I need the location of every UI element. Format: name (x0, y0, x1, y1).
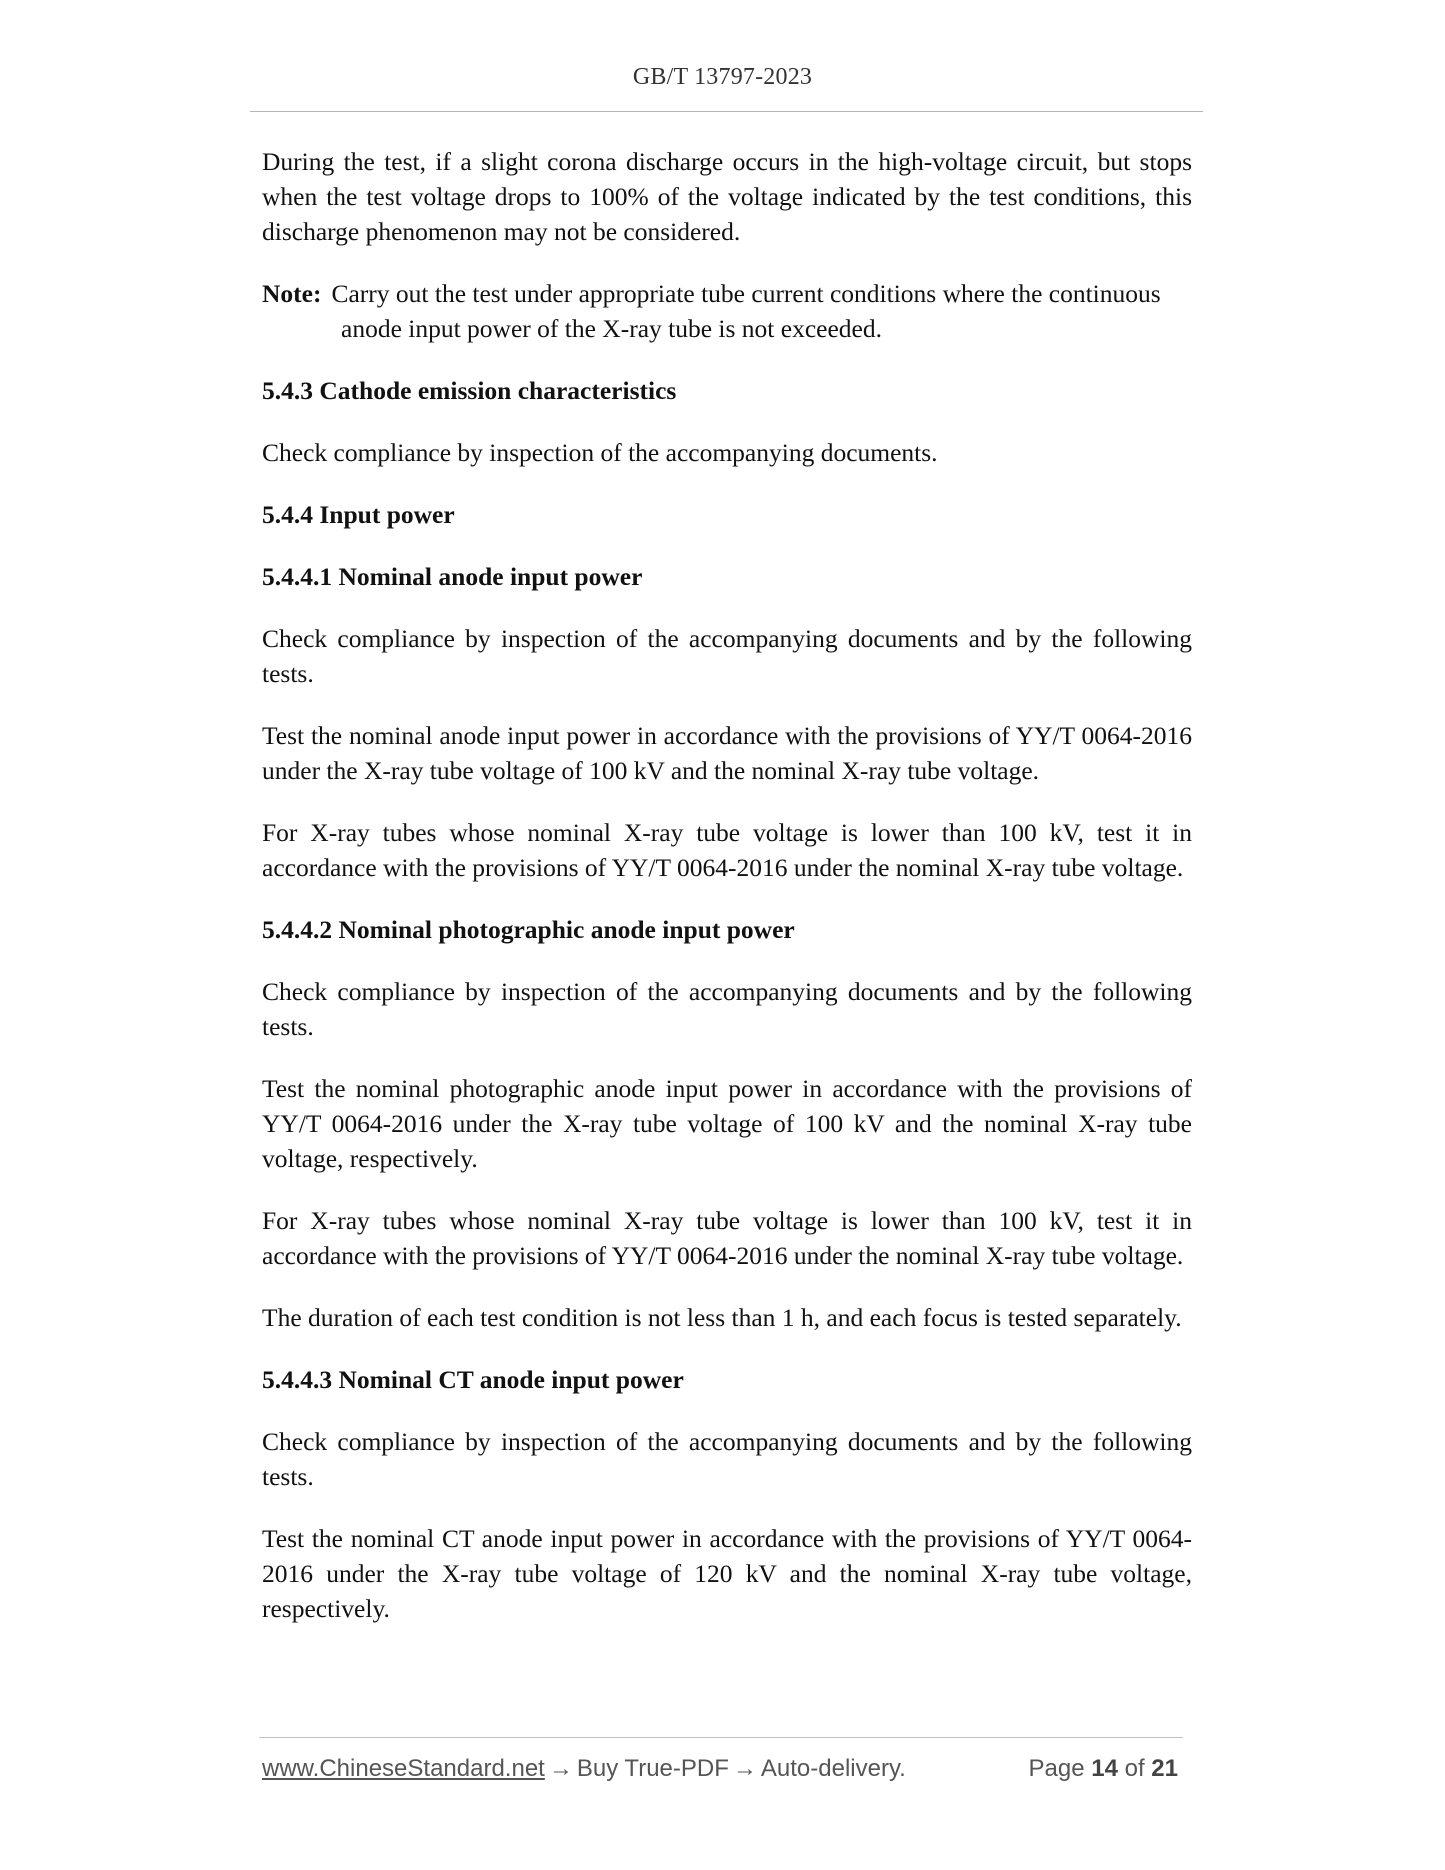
auto-delivery-text: Auto-delivery. (760, 1755, 906, 1782)
page-number (1029, 1755, 1179, 1783)
paragraph-5-4-4-1-b: Test the nominal anode input power in accordance with the provisions of YY/T 0064-2016 under the X-ray tube voltage of 100 kV and the nominal X-ray tube voltage. (262, 721, 1192, 785)
paragraph-5-4-4-2-c: For X-ray tubes whose nominal X-ray tube voltage is lower than 100 kV, test it in accordance with the provisions of YY/T 0064-2016 under the nominal X-ray tube voltage. (262, 1206, 1192, 1270)
note-block (262, 276, 1192, 346)
site-link[interactable]: www.ChineseStandard.net (262, 1755, 545, 1782)
paragraph-5-4-4-2-a: Check compliance by inspection of the accompanying documents and by the following tests. (262, 977, 1192, 1041)
header-divider (250, 111, 1203, 112)
page-of-label: of (1124, 1755, 1145, 1782)
arrow-right-icon: → (732, 1755, 757, 1782)
paragraph-5-4-4-2-b: Test the nominal photographic anode input power in accordance with the provisions of YY/T 0064-2016 under the X-ray tube voltage of 100 kV and the nominal X-ray tube voltage, respectively. (262, 1074, 1192, 1173)
paragraph-5-4-4-1-a: Check compliance by inspection of the accompanying documents and by the following tests. (262, 624, 1192, 688)
footer-divider (259, 1737, 1183, 1738)
header-standard-code: GB/T 13797-2023 (632, 64, 813, 90)
arrow-right-icon: → (548, 1755, 573, 1782)
heading-5-4-4-1: 5.4.4.1 Nominal anode input power (262, 562, 643, 591)
page-footer (262, 1755, 1182, 1787)
heading-5-4-4: 5.4.4 Input power (262, 500, 455, 529)
buy-true-pdf-text: Buy True-PDF (576, 1755, 729, 1782)
footer-promo (262, 1755, 906, 1783)
paragraph-5-4-4-1-c: For X-ray tubes whose nominal X-ray tube voltage is lower than 100 kV, test it in accordance with the provisions of YY/T 0064-2016 under the nominal X-ray tube voltage. (262, 818, 1192, 882)
paragraph-corona-discharge: During the test, if a slight corona discharge occurs in the high-voltage circuit, but stops when the test voltage drops to 100% of the voltage indicated by the test conditions, this discharge phenomenon may not be considered. (262, 147, 1192, 246)
heading-5-4-4-3: 5.4.4.3 Nominal CT anode input power (262, 1365, 684, 1394)
page-current: 14 (1091, 1755, 1118, 1782)
paragraph-5-4-3: Check compliance by inspection of the accompanying documents. (262, 438, 938, 467)
heading-5-4-3: 5.4.3 Cathode emission characteristics (262, 376, 677, 405)
page-content (262, 144, 1192, 1653)
heading-5-4-4-2: 5.4.4.2 Nominal photographic anode input power (262, 915, 795, 944)
page-total: 21 (1151, 1755, 1178, 1782)
paragraph-5-4-4-3-a: Check compliance by inspection of the accompanying documents and by the following tests. (262, 1427, 1192, 1491)
note-text: Carry out the test under appropriate tube current conditions where the continuous anode input power of the X-ray tube is not exceeded. (331, 279, 1161, 343)
page-label: Page (1028, 1755, 1085, 1782)
paragraph-5-4-4-3-b: Test the nominal CT anode input power in accordance with the provisions of YY/T 0064-2016 under the X-ray tube voltage of 120 kV and the nominal X-ray tube voltage, respectively. (262, 1524, 1192, 1623)
paragraph-5-4-4-2-d: The duration of each test condition is not less than 1 h, and each focus is tested separately. (262, 1303, 1182, 1332)
note-label: Note: (262, 279, 322, 308)
